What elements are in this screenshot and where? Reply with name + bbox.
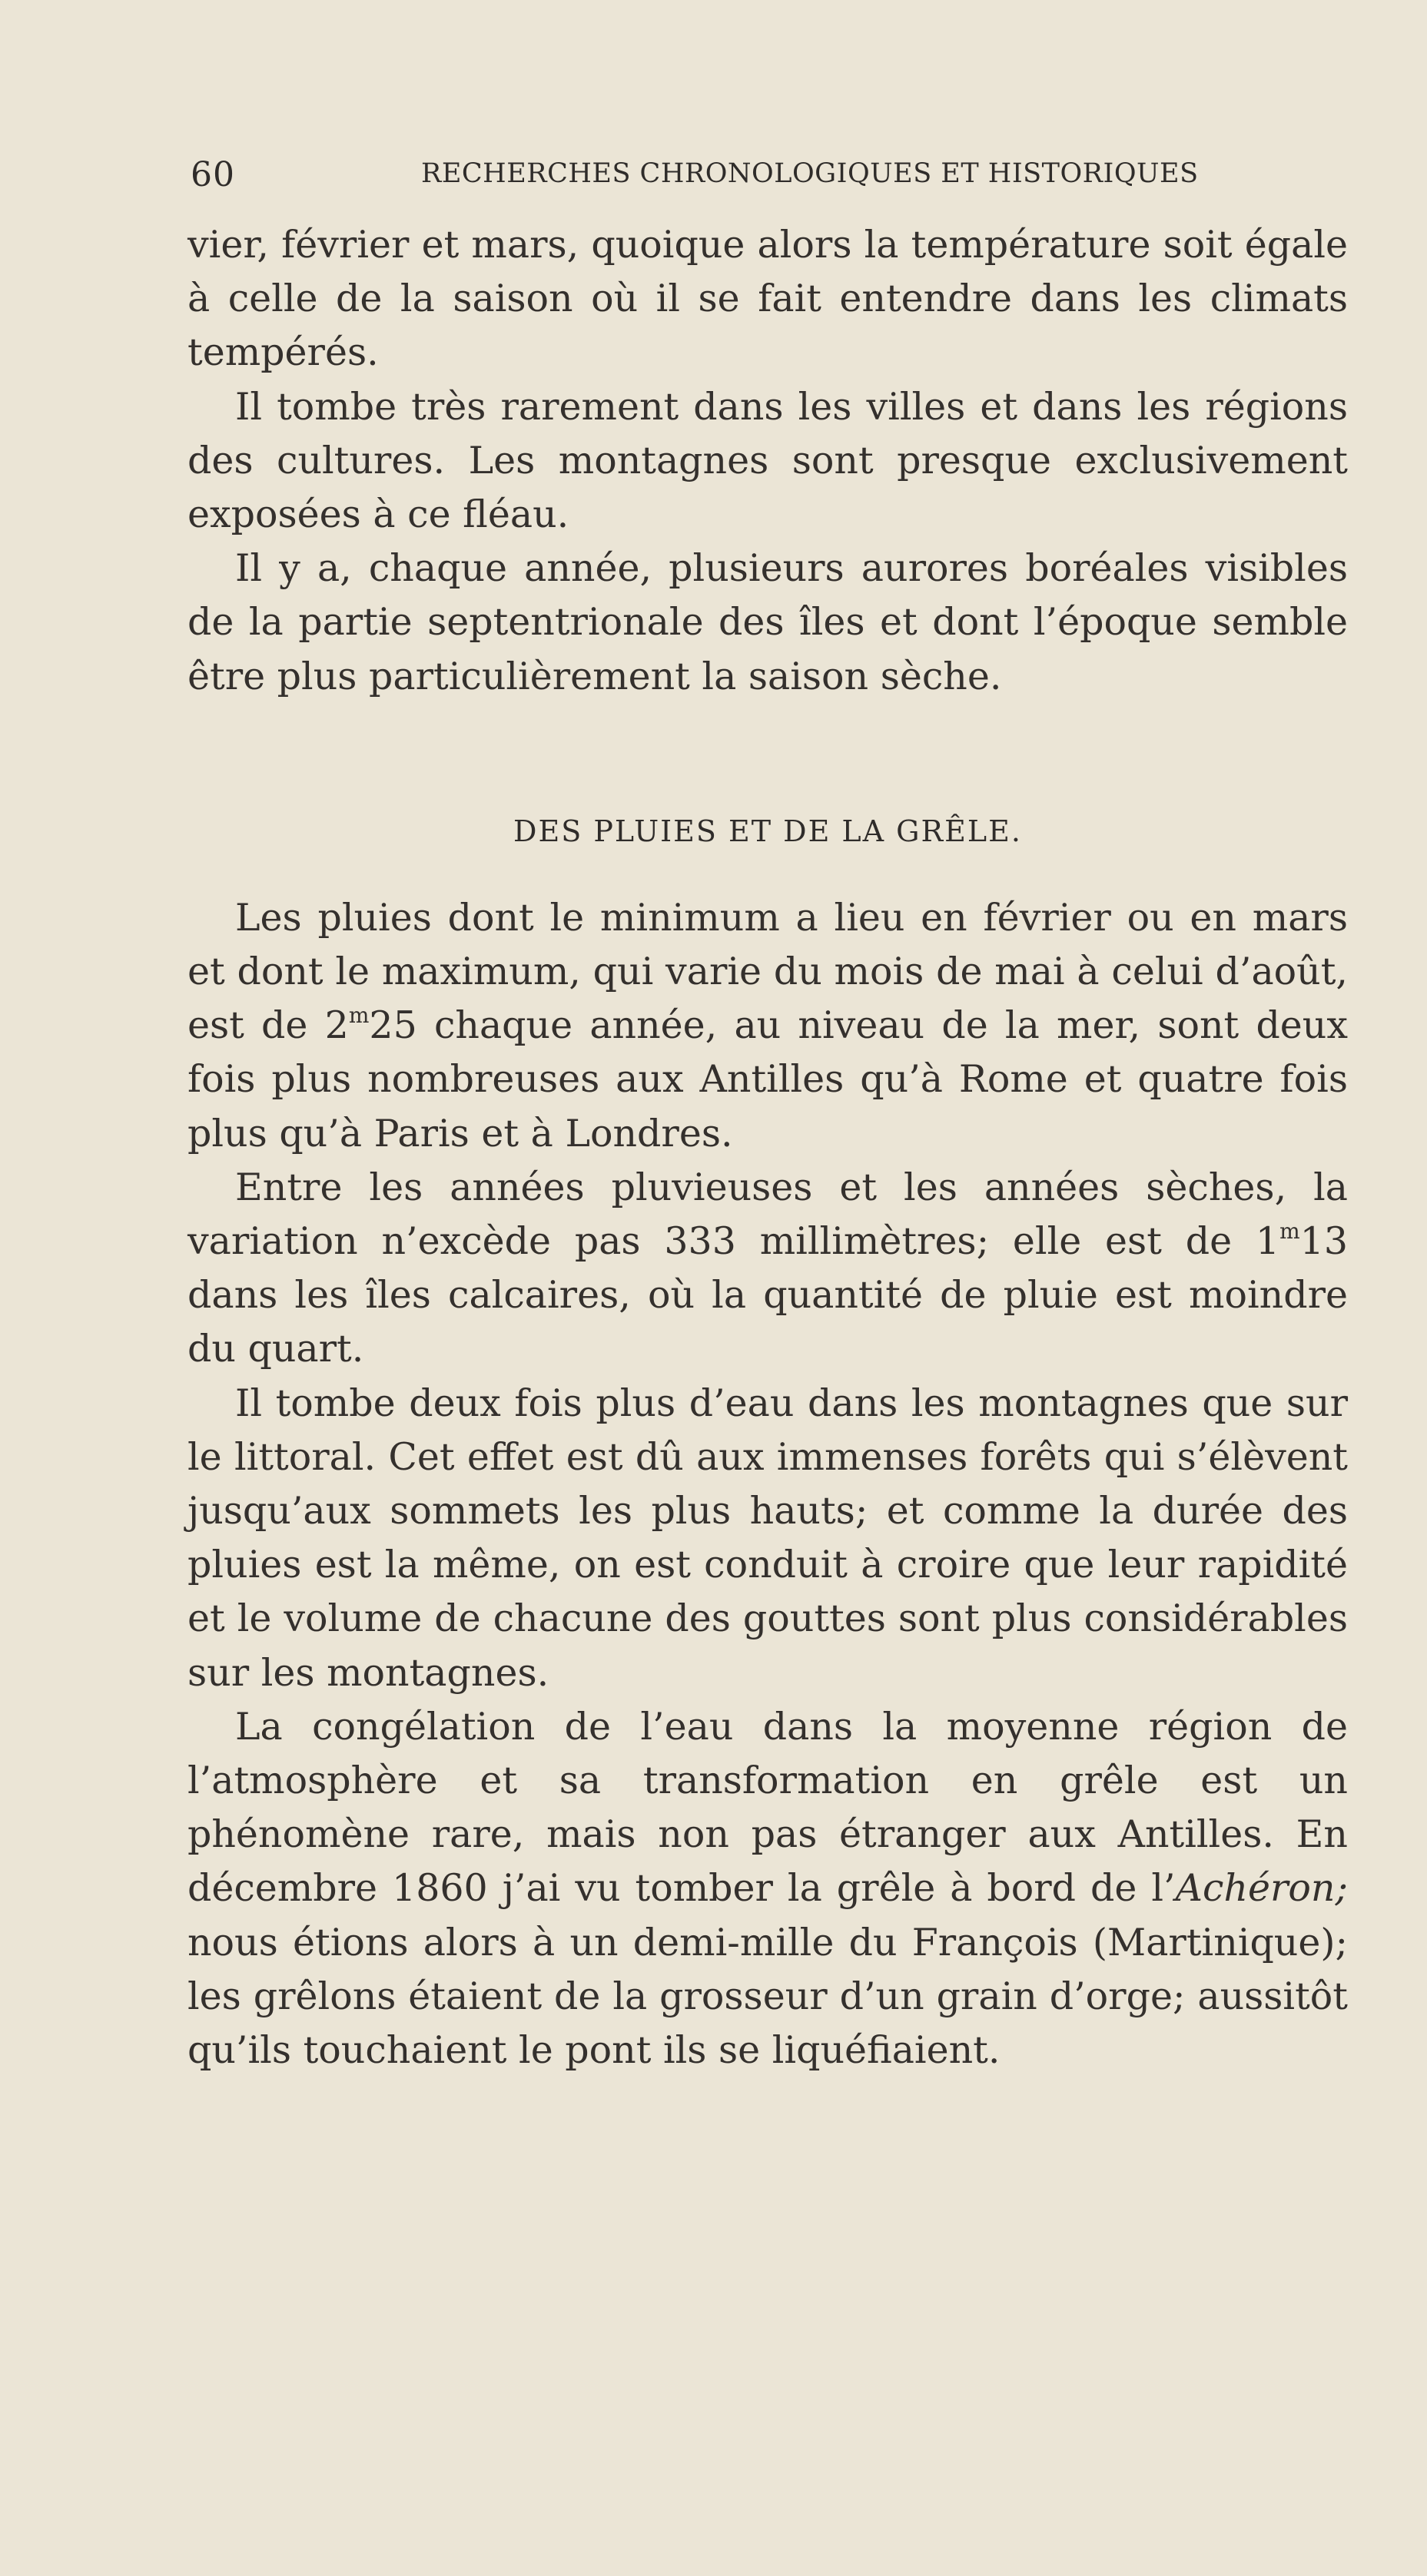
paragraph-mountains: Il tombe deux fois plus d’eau dans les montagnes que sur le littoral. Cet effet est dû aux immenses forêts qui s’élèvent jusqu’aux sommets les plus hauts; et comme la durée des pluies est la même, on est conduit à croire que leur rapidité et le volume de chacune des gouttes sont plus considérables sur les montagnes. xyxy=(188,1381,1348,1695)
paragraph-variation xyxy=(188,1161,1348,1377)
hail-text-part-1: La congélation de l’eau dans la moyenne région de l’atmosphère et sa transformation en grêle est un phénomène rare, mais non pas étranger aux Antilles. En décembre 1860 j’ai vu tomber la grêle à bord de l’ xyxy=(188,1704,1348,1911)
paragraph-hail-regions: Il tombe très rarement dans les villes et dans les régions des cultures. Les montagnes sont presque exclusivement exposées à ce fléau. xyxy=(188,384,1348,537)
rain-unit-superscript: m xyxy=(348,1003,370,1029)
page-header xyxy=(191,155,1197,201)
variation-text-part-1: Entre les années pluvieuses et les années sèches, la variation n’excède pas 333 millimètres; elle est de 1 xyxy=(188,1165,1348,1264)
rain-text-part-2: 25 chaque année, au niveau de la mer, sont deux fois plus nombreuses aux Antilles qu’à Rome et quatre fois plus qu’à Paris et à Londres. xyxy=(188,1003,1348,1155)
paragraph-rain xyxy=(188,891,1348,1161)
variation-unit-superscript: m xyxy=(1279,1218,1300,1245)
paragraph-hail xyxy=(188,1700,1348,2077)
body-text xyxy=(188,218,1348,2077)
ship-name: Achéron; xyxy=(1175,1866,1348,1911)
section-heading: DES PLUIES ET DE LA GRÊLE. xyxy=(513,814,1022,848)
running-title: RECHERCHES CHRONOLOGIQUES ET HISTORIQUES xyxy=(421,158,1199,189)
page-number: 60 xyxy=(191,155,235,194)
rain-text-part-1: Les pluies dont le minimum a lieu en février ou en mars et dont le maximum, qui varie du mois de mai à celui d’août, est de 2 xyxy=(188,895,1348,1048)
paragraph-aurora: Il y a, chaque année, plusieurs aurores boréales visibles de la partie septentrionale des îles et dont l’époque semble être plus particulièrement la saison sèche. xyxy=(188,546,1348,698)
variation-text-part-2: 13 dans les îles calcaires, où la quantité de pluie est moindre du quart. xyxy=(188,1219,1348,1371)
hail-text-part-2: nous étions alors à un demi-mille du François (Martinique); les grêlons étaient de la grosseur d’un grain d’orge; aussitôt qu’ils touchaient le pont ils se liquéfiaient. xyxy=(188,1920,1348,2073)
paragraph-continued: vier, février et mars, quoique alors la température soit égale à celle de la saison où il se fait entendre dans les climats tempérés. xyxy=(188,223,1348,375)
